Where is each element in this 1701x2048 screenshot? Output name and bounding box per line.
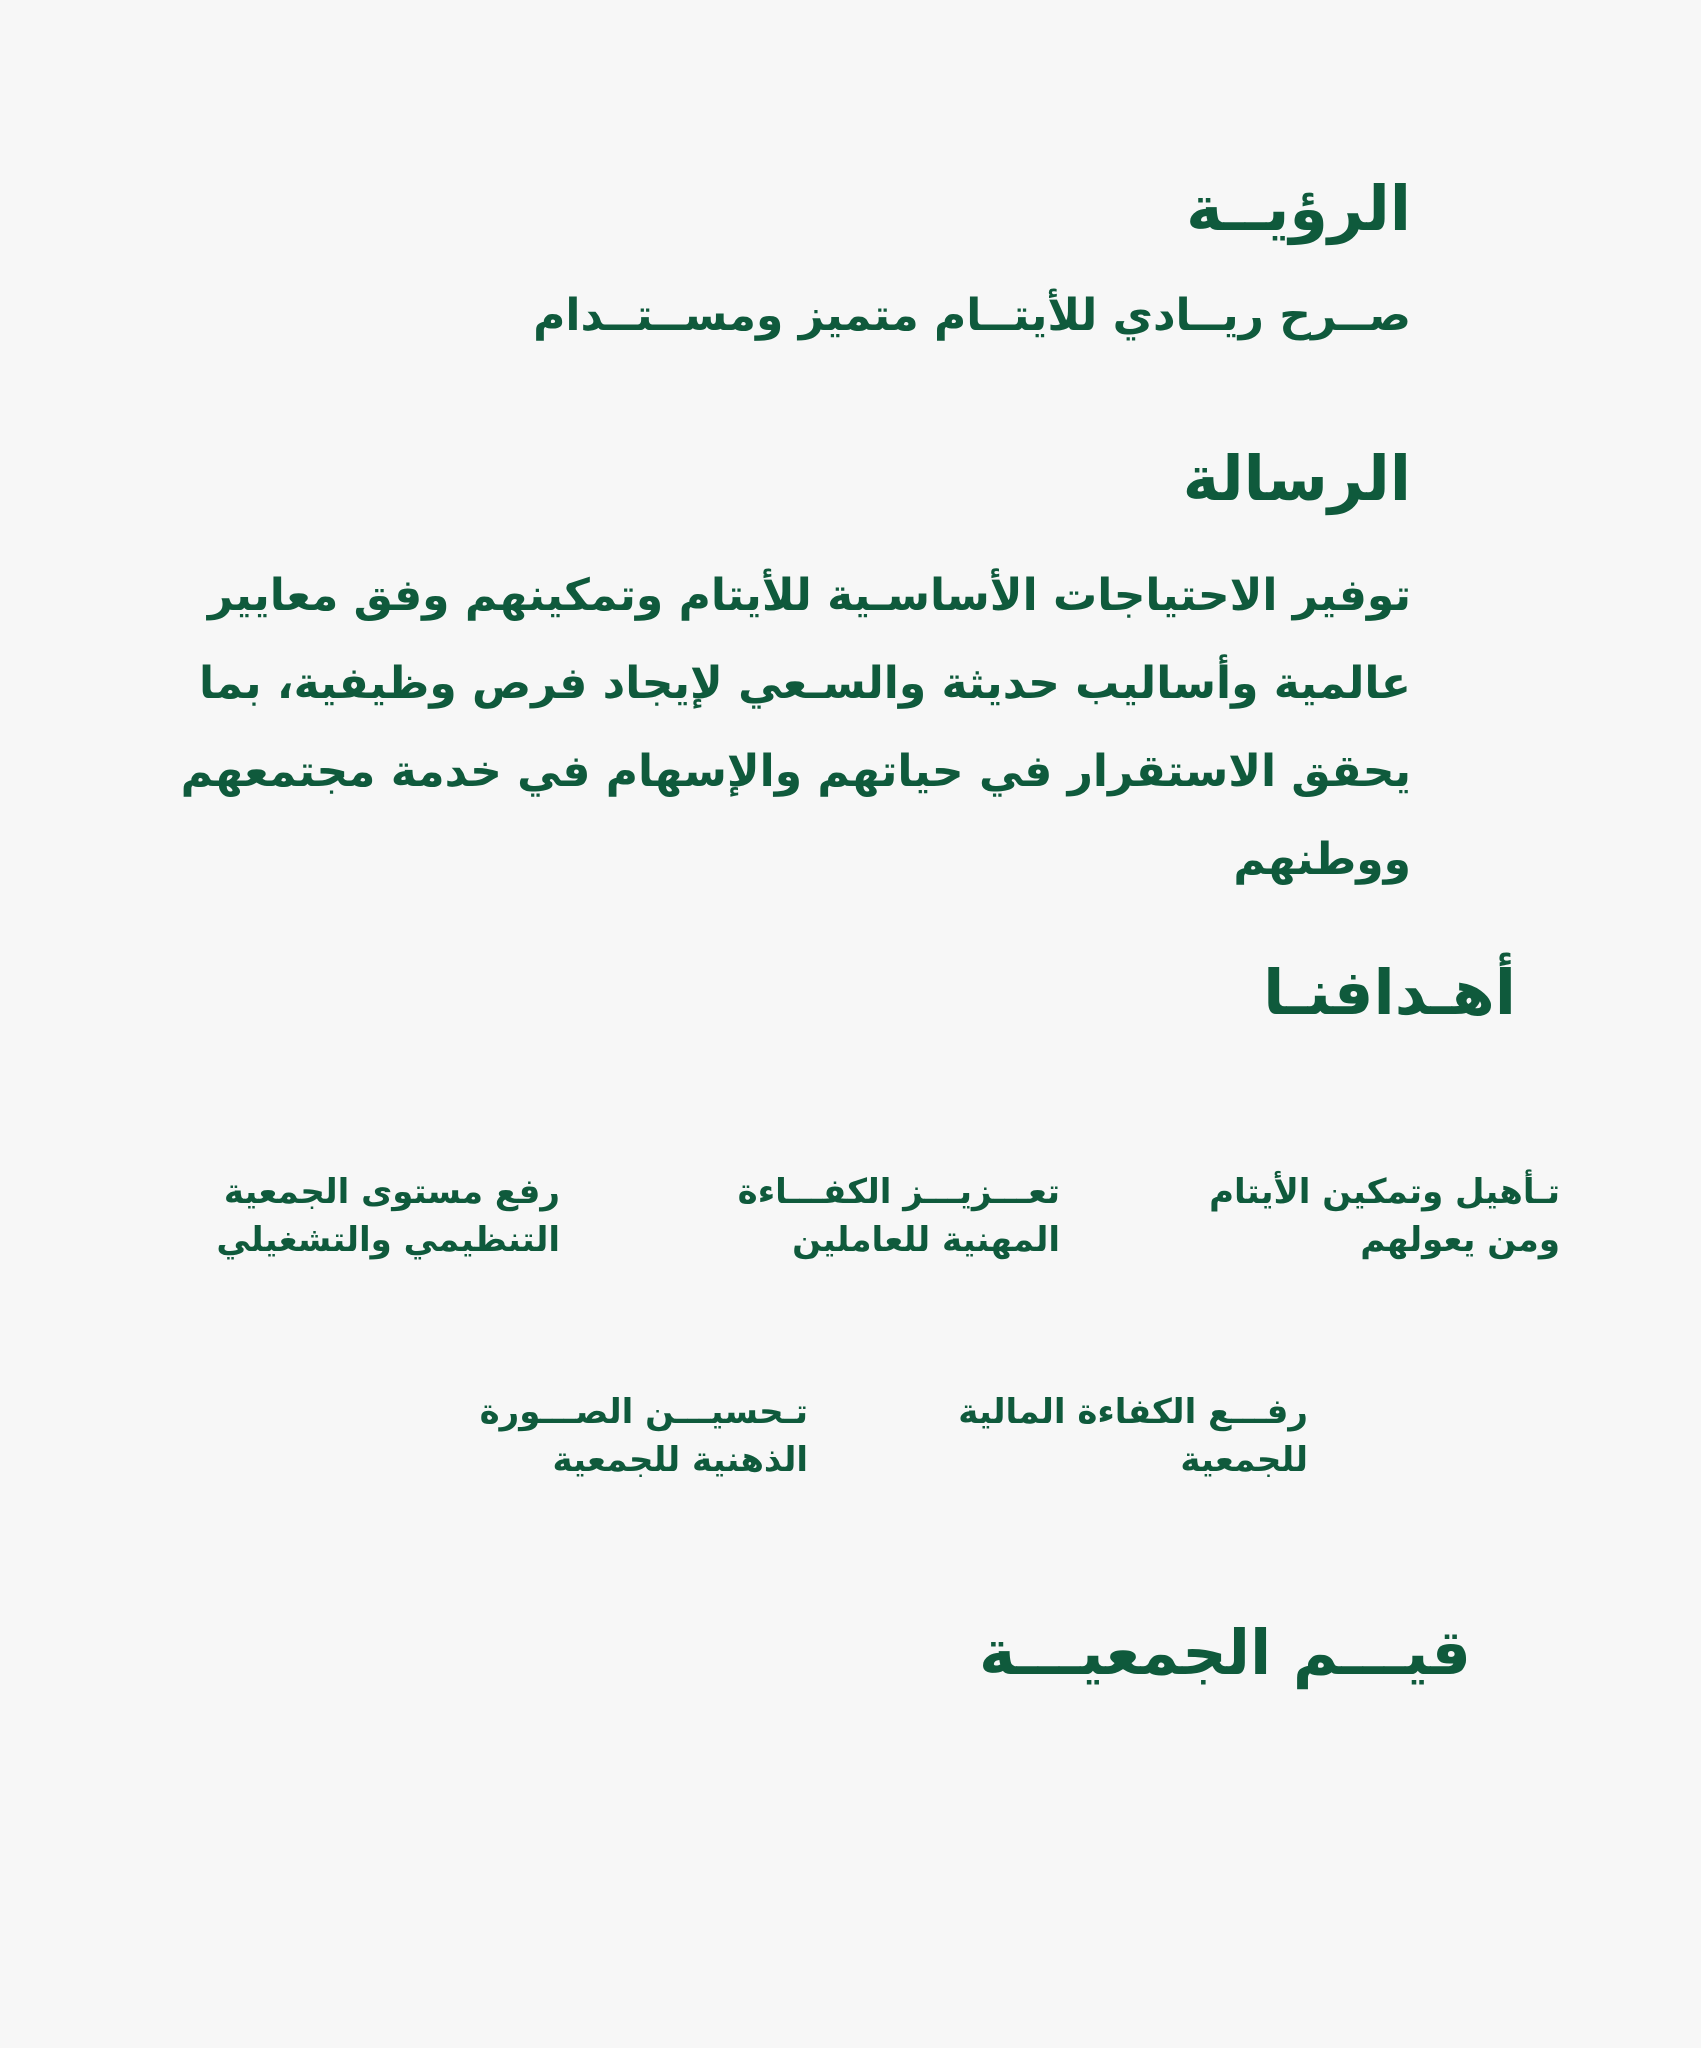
vision-title: الرؤيــة (1186, 172, 1411, 245)
goal-text (480, 1388, 808, 1484)
values-title: قيـــم الجمعيـــة (979, 1616, 1471, 1689)
mission-title: الرسالة (1182, 442, 1411, 515)
goal-line1: رفع مستوى الجمعية (223, 1172, 560, 1212)
goal-line2: للجمعية (1180, 1440, 1308, 1480)
mission-line: عالمية وأساليب حديثة والسـعي لإيجاد فرص وظيفية، بما (199, 658, 1411, 709)
goal-line1: رفـــع الكفاءة المالية (958, 1392, 1308, 1432)
goal-line2: الذهنية للجمعية (552, 1440, 808, 1480)
mission-line: توفير الاحتياجات الأساسـية للأيتام وتمكينهم وفق معايير (207, 570, 1411, 621)
mission-line: يحقق الاستقرار في حياتهم والإسهام في خدمة مجتمعهم (180, 746, 1411, 797)
goal-line2: ومن يعولهم (1360, 1220, 1560, 1260)
goal-line2: التنظيمي والتشغيلي (216, 1220, 560, 1260)
mission-line: ووطنهم (1233, 834, 1411, 885)
mission-text (181, 552, 1411, 904)
goals-title: أهـدافنـا (1263, 956, 1516, 1029)
goal-text (958, 1388, 1308, 1484)
goal-line2: المهنية للعاملين (792, 1220, 1060, 1260)
vision-text: صــرح ريــادي للأيتــام متميز ومســتــدام (533, 290, 1411, 341)
goal-text (738, 1168, 1060, 1264)
goal-line1: تـأهيل وتمكين الأيتام (1209, 1172, 1560, 1212)
goal-text (216, 1168, 560, 1264)
goal-line1: تعـــزيـــز الكفـــاءة (737, 1172, 1060, 1212)
goal-line1: تـحسيـــن الصـــورة (479, 1392, 808, 1432)
goal-text (1209, 1168, 1560, 1264)
